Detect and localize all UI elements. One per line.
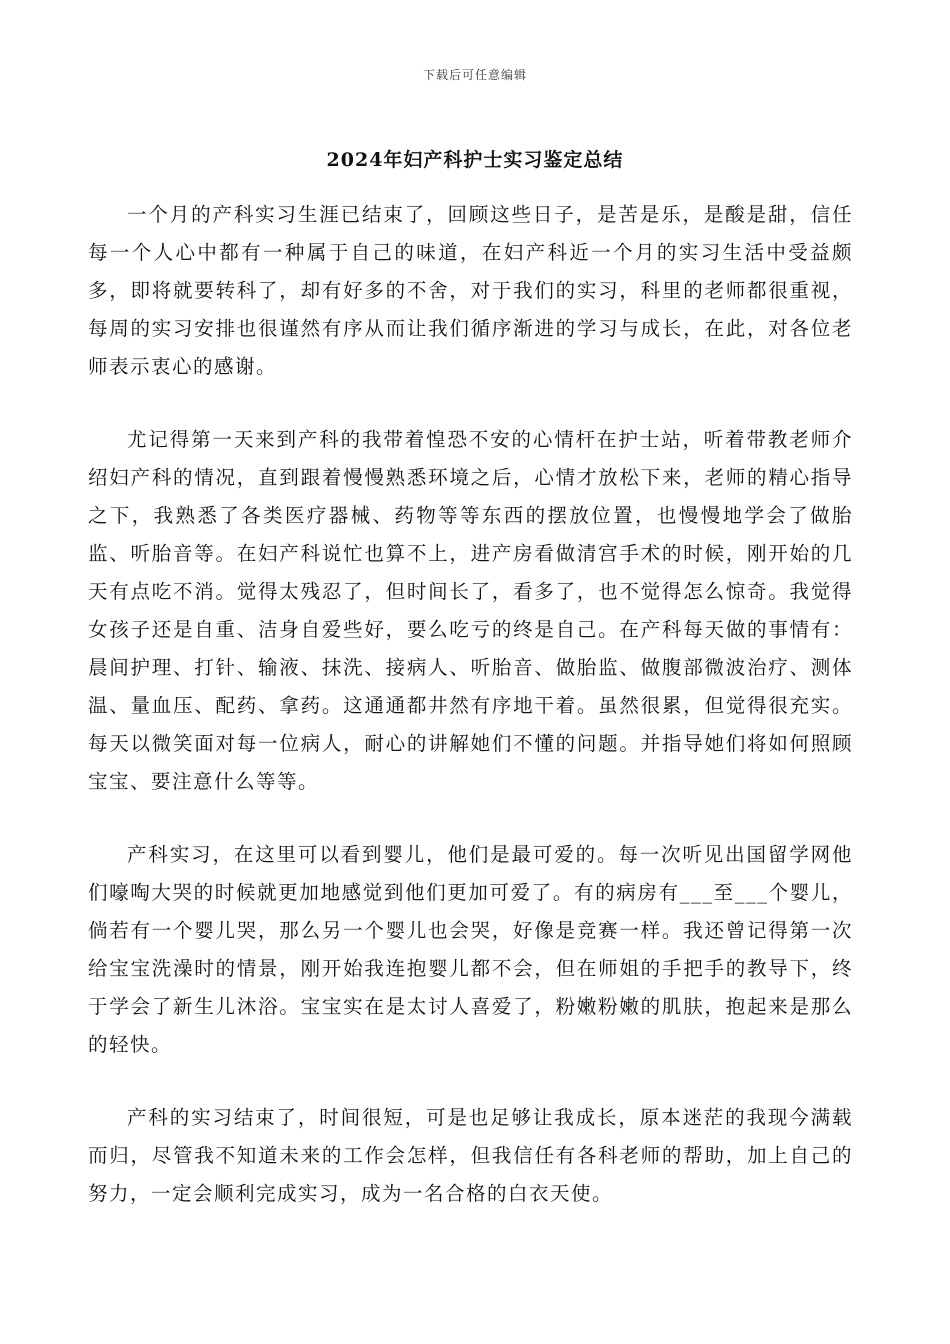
document-body	[88, 196, 853, 1248]
paragraph-3: 产科实习，在这里可以看到婴儿，他们是最可爱的。每一次听见出国留学网他们嚎啕大哭的时候就更加地感觉到他们更加可爱了。有的病房有___至___个婴儿，倘若有一个婴儿哭，那么另一个婴儿也会哭，好像是竞赛一样。我还曾记得第一次给宝宝洗澡时的情景，刚开始我连抱婴儿都不会，但在师姐的手把手的教导下，终于学会了新生儿沐浴。宝宝实在是太讨人喜爱了，粉嫩粉嫩的肌肤，抱起来是那么的轻快。	[88, 843, 853, 1056]
paragraph-2: 尤记得第一天来到产科的我带着惶恐不安的心情杆在护士站，听着带教老师介绍妇产科的情况，直到跟着慢慢熟悉环境之后，心情才放松下来，老师的精心指导之下，我熟悉了各类医疗器械、药物等等东西的摆放位置，也慢慢地学会了做胎监、听胎音等。在妇产科说忙也算不上，进产房看做清宫手术的时候，刚开始的几天有点吃不消。觉得太残忍了，但时间长了，看多了，也不觉得怎么惊奇。我觉得女孩子还是自重、洁身自爱些好，要么吃亏的终是自己。在产科每天做的事情有：晨间护理、打针、输液、抹洗、接病人、听胎音、做胎监、做腹部微波治疗、测体温、量血压、配药、拿药。这通通都井然有序地干着。虽然很累，但觉得很充实。每天以微笑面对每一位病人，耐心的讲解她们不懂的问题。并指导她们将如何照顾宝宝、要注意什么等等。	[88, 428, 853, 793]
header-note: 下载后可任意编辑	[422, 68, 527, 82]
paragraph-1: 一个月的产科实习生涯已结束了，回顾这些日子，是苦是乐，是酸是甜，信任每一个人心中都有一种属于自己的味道，在妇产科近一个月的实习生活中受益颇多，即将就要转科了，却有好多的不舍，对于我们的实习，科里的老师都很重视，每周的实习安排也很谨然有序从而让我们循序渐进的学习与成长，在此，对各位老师表示衷心的感谢。	[88, 203, 853, 378]
paragraph-4: 产科的实习结束了，时间很短，可是也足够让我成长，原本迷茫的我现今满载而归，尽管我不知道未来的工作会怎样，但我信任有各科老师的帮助，加上自己的努力，一定会顺利完成实习，成为一名合格的白衣天使。	[88, 1106, 853, 1205]
document-title: 2024年妇产科护士实习鉴定总结	[326, 149, 624, 171]
